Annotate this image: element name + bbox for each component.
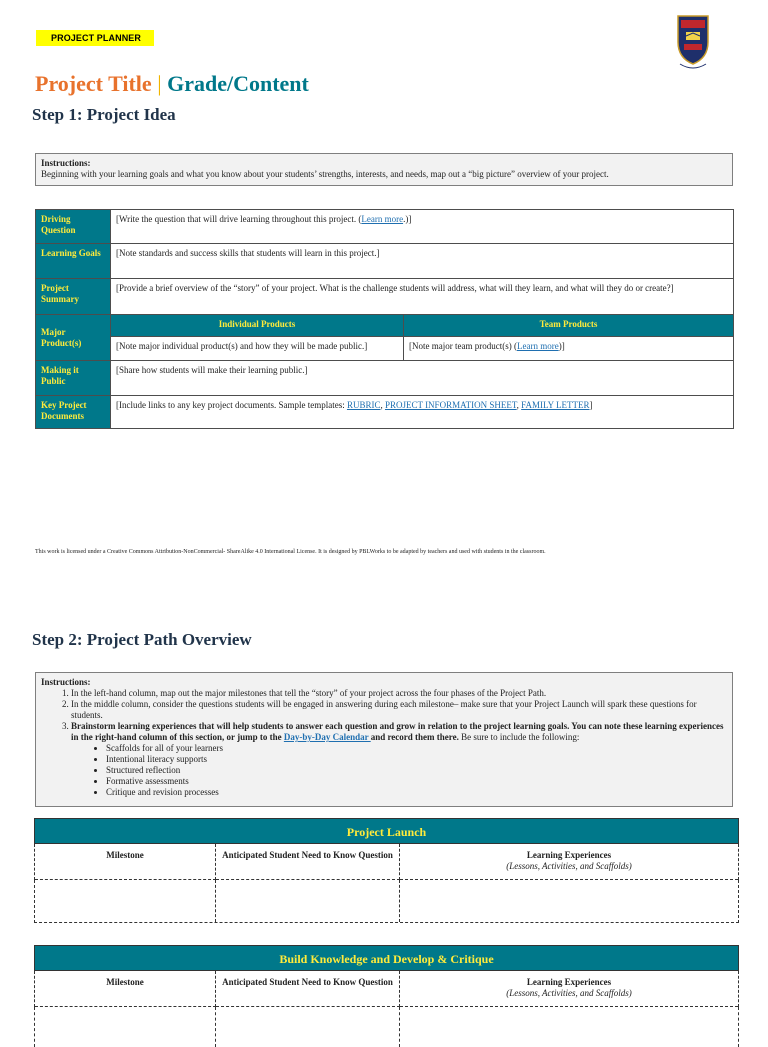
rubric-link[interactable]: RUBRIC — [346, 400, 381, 410]
instruction-bold: Brainstorm learning experiences that will help students to answer each question and grow in relation to the project learning goals. You can note these learning experiences in the right-hand column of this section, or jump to the — [71, 721, 724, 742]
driving-question-end: .)] — [403, 214, 412, 224]
key-documents-cell[interactable] — [111, 396, 734, 429]
project-summary-label: Project Summary — [36, 279, 111, 315]
learning-experiences-cell[interactable] — [400, 880, 738, 922]
learning-experiences-label: Learning Experiences — [526, 977, 612, 987]
learning-experiences-sub: (Lessons, Activities, and Scaffolds) — [506, 988, 632, 998]
individual-products-cell[interactable]: [Note major individual product(s) and how they will be made public.] — [111, 337, 404, 361]
family-letter-link[interactable]: FAMILY LETTER — [521, 400, 590, 410]
milestone-cell[interactable] — [35, 1007, 216, 1047]
team-products-header: Team Products — [404, 315, 734, 337]
bullet-item: • Structured reflection — [106, 765, 727, 776]
team-products-end: )] — [558, 341, 565, 351]
milestone-header: Milestone — [35, 844, 216, 880]
bullet-item: • Scaffolds for all of your learners — [106, 743, 727, 754]
learning-experiences-label: Learning Experiences — [526, 850, 612, 860]
need-to-know-cell[interactable] — [216, 1007, 400, 1047]
learning-experiences-header — [400, 844, 738, 880]
phase-title: Project Launch — [34, 818, 739, 844]
learn-more-link[interactable]: Learn more — [361, 214, 404, 224]
title-separator: | — [157, 71, 162, 96]
making-public-cell[interactable]: [Share how students will make their learning public.] — [111, 361, 734, 396]
step1-instructions-box — [35, 153, 733, 186]
instruction-tail: Be sure to include the following: — [458, 732, 580, 742]
include-bullets — [71, 743, 727, 798]
step2-instructions-box — [35, 672, 733, 807]
learning-experiences-sub: (Lessons, Activities, and Scaffolds) — [506, 861, 632, 871]
key-documents-text: [Include links to any key project documents. Sample templates: — [116, 400, 347, 410]
individual-products-header: Individual Products — [111, 315, 404, 337]
learning-goals-cell[interactable]: [Note standards and success skills that students will learn in this project.] — [111, 244, 734, 279]
instructions-label: Instructions: — [41, 158, 91, 168]
step2-heading: Step 2: Project Path Overview — [32, 630, 252, 649]
instruction-item: 2. In the middle column, consider the questions students will be engaged in answering during each milestone– make sure that your Project Launch will spark these questions for students. — [71, 699, 727, 721]
step2-instructions-label: Instructions: — [41, 677, 91, 687]
title-text: Project Title — [35, 71, 152, 96]
need-to-know-cell[interactable] — [216, 880, 400, 922]
school-crest-logo — [674, 12, 712, 72]
grade-content-text: Grade/Content — [167, 71, 309, 96]
project-planner-tag: PROJECT PLANNER — [36, 30, 154, 46]
comma: , — [380, 400, 385, 410]
phase-body-row — [34, 880, 739, 923]
team-products-text: [Note major team product(s) ( — [409, 341, 517, 351]
learning-experiences-cell[interactable] — [400, 1007, 738, 1047]
need-to-know-header: Anticipated Student Need to Know Question — [216, 971, 400, 1007]
project-summary-cell[interactable]: [Provide a brief overview of the “story” of your project. What is the challenge students will address, what will they learn, and what will they do or create?] — [111, 279, 734, 315]
major-products-label: Major Product(s) — [36, 315, 111, 361]
day-by-day-calendar-link[interactable]: Day-by-Day Calendar — [283, 732, 371, 742]
instruction-bold-end: and record them there. — [370, 732, 459, 742]
driving-question-label: Driving Question — [36, 210, 111, 244]
phase-header-row — [34, 844, 739, 880]
instruction-item: 1. In the left-hand column, map out the major milestones that tell the “story” of your project across the four phases of the Project Path. — [71, 688, 727, 699]
phase-title: Build Knowledge and Develop & Critique — [34, 945, 739, 971]
need-to-know-header: Anticipated Student Need to Know Question — [216, 844, 400, 880]
project-title — [35, 70, 309, 98]
learning-goals-label: Learning Goals — [36, 244, 111, 279]
learning-experiences-header — [400, 971, 738, 1007]
instruction-item — [71, 721, 727, 798]
comma: , — [516, 400, 522, 410]
step1-heading: Step 1: Project Idea — [32, 105, 176, 124]
making-public-label: Making it Public — [36, 361, 111, 396]
step2-instructions-list — [41, 688, 727, 798]
bullet-item: • Critique and revision processes — [106, 787, 727, 798]
driving-question-cell[interactable] — [111, 210, 734, 244]
team-products-cell[interactable] — [404, 337, 734, 361]
phase-body-row — [34, 1007, 739, 1047]
milestone-cell[interactable] — [35, 880, 216, 922]
phase-header-row — [34, 971, 739, 1007]
bullet-item: • Formative assessments — [106, 776, 727, 787]
project-info-sheet-link[interactable]: PROJECT INFORMATION SHEET — [384, 400, 517, 410]
license-footnote: This work is licensed under a Creative Commons Attribution-NonCommercial- ShareAlike 4.0 International License. It is designed by PBLWorks to be adapted by teachers and used with students in the classroom. — [35, 549, 546, 555]
project-idea-table — [35, 209, 734, 429]
instructions-text: Beginning with your learning goals and what you know about your students’ strengths, interests, and needs, map out a “big picture” overview of your project. — [41, 169, 609, 179]
key-documents-end: ] — [589, 400, 593, 410]
bullet-item: • Intentional literacy supports — [106, 754, 727, 765]
driving-question-text: [Write the question that will drive learning throughout this project. ( — [116, 214, 362, 224]
key-documents-label: Key Project Documents — [36, 396, 111, 429]
build-knowledge-section — [34, 945, 739, 1047]
team-learn-more-link[interactable]: Learn more — [516, 341, 559, 351]
project-launch-section — [34, 818, 739, 923]
milestone-header: Milestone — [35, 971, 216, 1007]
